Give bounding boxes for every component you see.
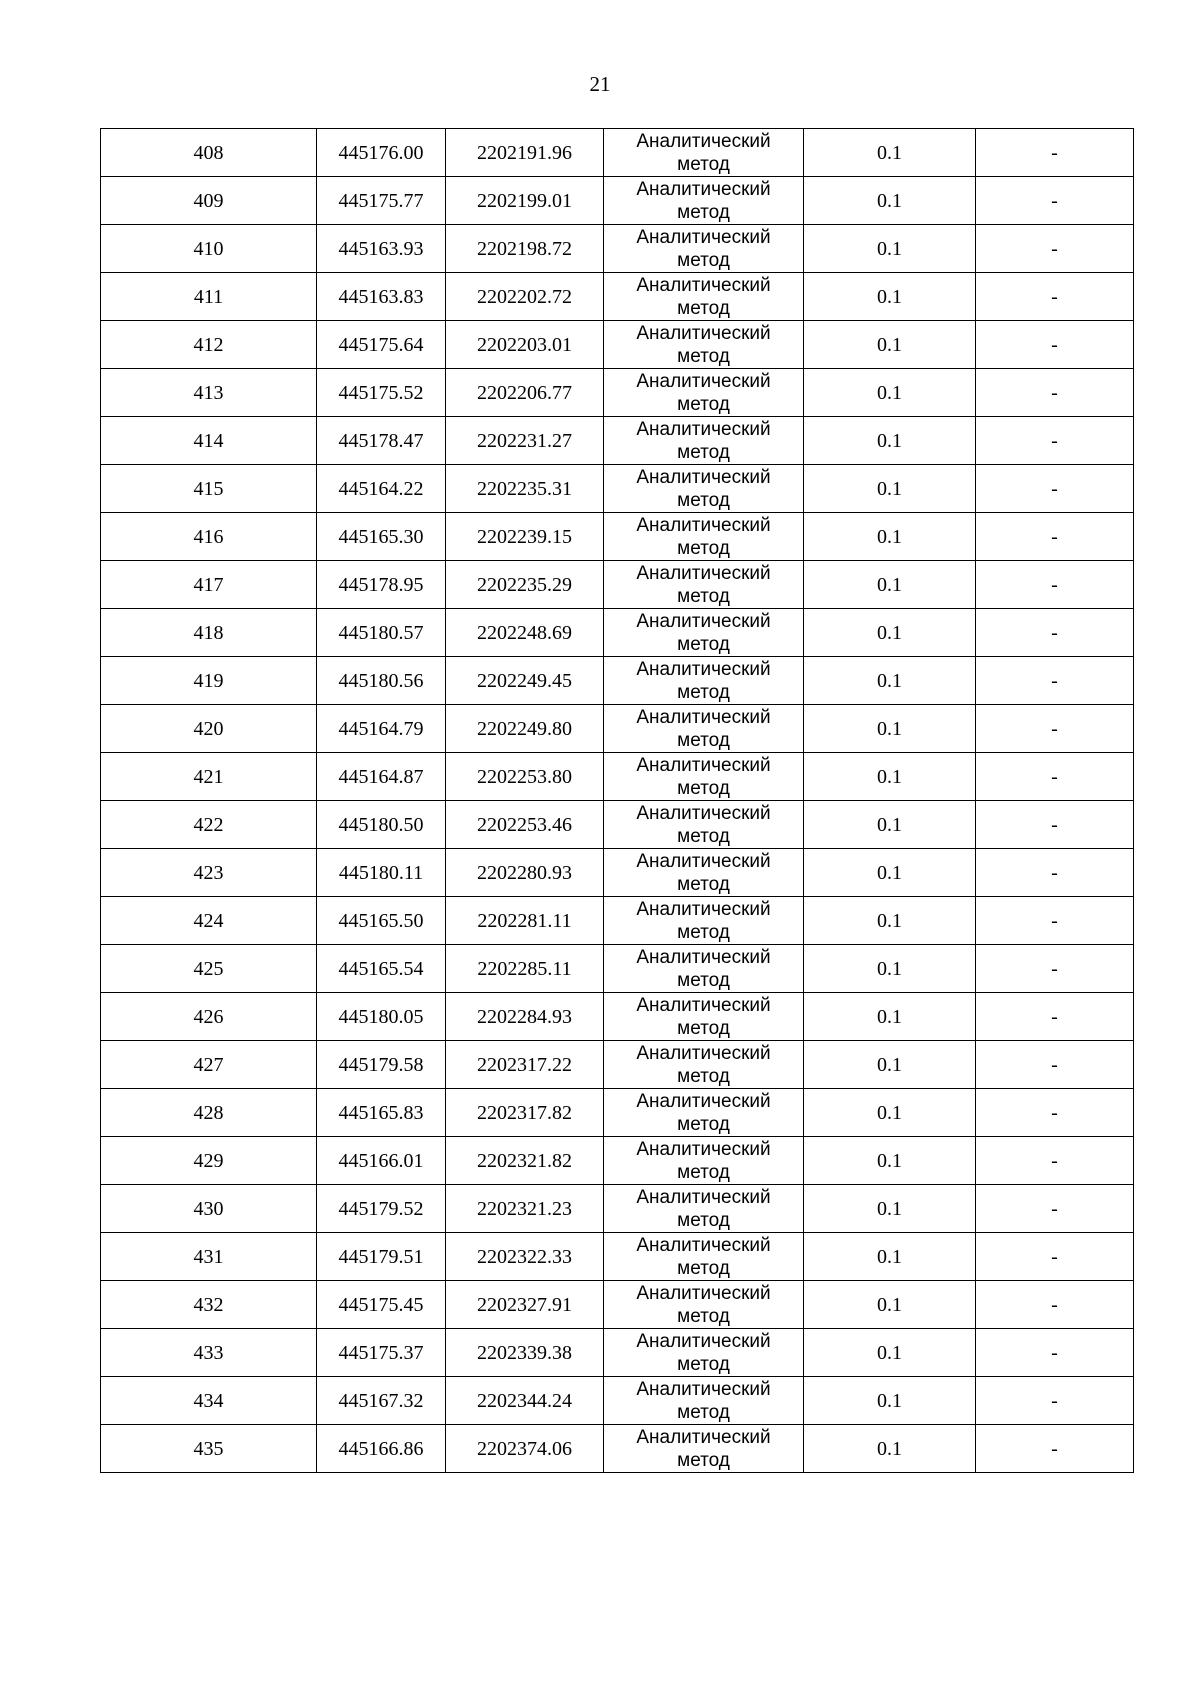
point-number-cell: 411 [101,273,317,321]
x-coordinate-cell: 445164.79 [317,705,446,753]
note-cell: - [976,1137,1134,1185]
y-coordinate-cell: 2202249.80 [446,705,604,753]
method-line-2: метод [677,345,730,367]
table-body [101,129,1134,1473]
accuracy-cell: 0.1 [804,513,976,561]
note-cell: - [976,993,1134,1041]
point-number-cell: 423 [101,849,317,897]
note-cell: - [976,1185,1134,1233]
y-coordinate-cell: 2202321.82 [446,1137,604,1185]
accuracy-cell: 0.1 [804,1233,976,1281]
y-coordinate-cell: 2202284.93 [446,993,604,1041]
note-cell: - [976,417,1134,465]
method-line-1: Аналитический [636,850,771,872]
point-number-cell: 432 [101,1281,317,1329]
point-number-cell: 414 [101,417,317,465]
point-number-cell: 433 [101,1329,317,1377]
accuracy-cell: 0.1 [804,1377,976,1425]
method-line-1: Аналитический [636,1234,771,1256]
y-coordinate-cell: 2202198.72 [446,225,604,273]
note-cell: - [976,705,1134,753]
note-cell: - [976,177,1134,225]
y-coordinate-cell: 2202202.72 [446,273,604,321]
x-coordinate-cell: 445166.86 [317,1425,446,1473]
method-line-1: Аналитический [636,898,771,920]
method-cell [604,321,804,369]
method-line-1: Аналитический [636,994,771,1016]
y-coordinate-cell: 2202280.93 [446,849,604,897]
point-number-cell: 431 [101,1233,317,1281]
method-cell [604,897,804,945]
method-line-2: метод [677,1353,730,1375]
y-coordinate-cell: 2202322.33 [446,1233,604,1281]
accuracy-cell: 0.1 [804,129,976,177]
x-coordinate-cell: 445180.57 [317,609,446,657]
method-cell [604,225,804,273]
note-cell: - [976,1233,1134,1281]
note-cell: - [976,1089,1134,1137]
x-coordinate-cell: 445180.50 [317,801,446,849]
method-line-1: Аналитический [636,130,771,152]
note-cell: - [976,753,1134,801]
point-number-cell: 415 [101,465,317,513]
y-coordinate-cell: 2202285.11 [446,945,604,993]
y-coordinate-cell: 2202206.77 [446,369,604,417]
note-cell: - [976,321,1134,369]
point-number-cell: 419 [101,657,317,705]
note-cell: - [976,273,1134,321]
note-cell: - [976,1041,1134,1089]
note-cell: - [976,945,1134,993]
accuracy-cell: 0.1 [804,801,976,849]
method-line-1: Аналитический [636,1282,771,1304]
method-line-1: Аналитический [636,754,771,776]
point-number-cell: 418 [101,609,317,657]
method-cell [604,513,804,561]
y-coordinate-cell: 2202199.01 [446,177,604,225]
point-number-cell: 422 [101,801,317,849]
y-coordinate-cell: 2202235.31 [446,465,604,513]
method-cell [604,1089,804,1137]
method-line-2: метод [677,825,730,847]
x-coordinate-cell: 445164.87 [317,753,446,801]
accuracy-cell: 0.1 [804,1329,976,1377]
point-number-cell: 412 [101,321,317,369]
point-number-cell: 416 [101,513,317,561]
note-cell: - [976,561,1134,609]
y-coordinate-cell: 2202344.24 [446,1377,604,1425]
method-line-1: Аналитический [636,1090,771,1112]
method-line-2: метод [677,633,730,655]
x-coordinate-cell: 445165.30 [317,513,446,561]
method-line-1: Аналитический [636,946,771,968]
y-coordinate-cell: 2202317.82 [446,1089,604,1137]
method-line-2: метод [677,153,730,175]
point-number-cell: 421 [101,753,317,801]
accuracy-cell: 0.1 [804,705,976,753]
method-line-1: Аналитический [636,466,771,488]
note-cell: - [976,657,1134,705]
method-line-1: Аналитический [636,1042,771,1064]
point-number-cell: 428 [101,1089,317,1137]
x-coordinate-cell: 445176.00 [317,129,446,177]
method-cell [604,705,804,753]
x-coordinate-cell: 445163.83 [317,273,446,321]
y-coordinate-cell: 2202317.22 [446,1041,604,1089]
method-line-2: метод [677,537,730,559]
accuracy-cell: 0.1 [804,1137,976,1185]
x-coordinate-cell: 445166.01 [317,1137,446,1185]
method-cell [604,129,804,177]
x-coordinate-cell: 445163.93 [317,225,446,273]
x-coordinate-cell: 445165.83 [317,1089,446,1137]
method-cell [604,1377,804,1425]
y-coordinate-cell: 2202281.11 [446,897,604,945]
x-coordinate-cell: 445178.95 [317,561,446,609]
method-line-1: Аналитический [636,1378,771,1400]
method-line-2: метод [677,1305,730,1327]
method-cell [604,273,804,321]
method-cell [604,369,804,417]
note-cell: - [976,609,1134,657]
y-coordinate-cell: 2202339.38 [446,1329,604,1377]
point-number-cell: 409 [101,177,317,225]
table-row [101,657,1134,705]
table-row [101,561,1134,609]
method-cell [604,801,804,849]
accuracy-cell: 0.1 [804,561,976,609]
method-line-1: Аналитический [636,1138,771,1160]
accuracy-cell: 0.1 [804,1041,976,1089]
method-line-2: метод [677,921,730,943]
method-cell [604,1233,804,1281]
method-cell [604,657,804,705]
table-row [101,321,1134,369]
method-line-1: Аналитический [636,418,771,440]
x-coordinate-cell: 445179.51 [317,1233,446,1281]
y-coordinate-cell: 2202327.91 [446,1281,604,1329]
accuracy-cell: 0.1 [804,465,976,513]
method-line-2: метод [677,777,730,799]
method-line-1: Аналитический [636,1426,771,1448]
x-coordinate-cell: 445180.11 [317,849,446,897]
x-coordinate-cell: 445175.77 [317,177,446,225]
method-line-2: метод [677,489,730,511]
method-cell [604,849,804,897]
accuracy-cell: 0.1 [804,849,976,897]
note-cell: - [976,225,1134,273]
x-coordinate-cell: 445165.50 [317,897,446,945]
table-row [101,225,1134,273]
method-line-2: метод [677,1065,730,1087]
method-cell [604,993,804,1041]
method-line-1: Аналитический [636,514,771,536]
table-row [101,897,1134,945]
method-line-2: метод [677,969,730,991]
method-cell [604,1329,804,1377]
x-coordinate-cell: 445179.52 [317,1185,446,1233]
note-cell: - [976,1425,1134,1473]
point-number-cell: 434 [101,1377,317,1425]
note-cell: - [976,849,1134,897]
method-cell [604,417,804,465]
note-cell: - [976,513,1134,561]
accuracy-cell: 0.1 [804,753,976,801]
accuracy-cell: 0.1 [804,1281,976,1329]
point-number-cell: 424 [101,897,317,945]
table-row [101,465,1134,513]
table-row [101,1329,1134,1377]
table-row [101,273,1134,321]
note-cell: - [976,1377,1134,1425]
y-coordinate-cell: 2202253.46 [446,801,604,849]
x-coordinate-cell: 445179.58 [317,1041,446,1089]
method-cell [604,609,804,657]
x-coordinate-cell: 445167.32 [317,1377,446,1425]
method-line-2: метод [677,1401,730,1423]
accuracy-cell: 0.1 [804,1089,976,1137]
accuracy-cell: 0.1 [804,321,976,369]
method-line-1: Аналитический [636,562,771,584]
note-cell: - [976,465,1134,513]
method-cell [604,1137,804,1185]
page-number: 21 [589,72,611,96]
note-cell: - [976,897,1134,945]
table-row [101,513,1134,561]
x-coordinate-cell: 445178.47 [317,417,446,465]
note-cell: - [976,129,1134,177]
method-line-2: метод [677,1257,730,1279]
accuracy-cell: 0.1 [804,897,976,945]
method-line-1: Аналитический [636,322,771,344]
table-row [101,753,1134,801]
x-coordinate-cell: 445180.05 [317,993,446,1041]
coordinates-table [100,128,1134,1473]
x-coordinate-cell: 445175.45 [317,1281,446,1329]
x-coordinate-cell: 445175.52 [317,369,446,417]
point-number-cell: 417 [101,561,317,609]
y-coordinate-cell: 2202374.06 [446,1425,604,1473]
note-cell: - [976,801,1134,849]
table-row [101,705,1134,753]
y-coordinate-cell: 2202191.96 [446,129,604,177]
accuracy-cell: 0.1 [804,993,976,1041]
method-cell [604,1041,804,1089]
table-row [101,993,1134,1041]
table-row [101,945,1134,993]
method-line-2: метод [677,393,730,415]
point-number-cell: 429 [101,1137,317,1185]
x-coordinate-cell: 445175.37 [317,1329,446,1377]
method-line-1: Аналитический [636,226,771,248]
note-cell: - [976,369,1134,417]
accuracy-cell: 0.1 [804,273,976,321]
method-cell [604,1185,804,1233]
method-line-2: метод [677,1113,730,1135]
table-row [101,1185,1134,1233]
method-line-2: метод [677,1449,730,1471]
accuracy-cell: 0.1 [804,1425,976,1473]
method-line-2: метод [677,297,730,319]
point-number-cell: 408 [101,129,317,177]
method-line-1: Аналитический [636,1186,771,1208]
y-coordinate-cell: 2202235.29 [446,561,604,609]
table-row [101,1281,1134,1329]
x-coordinate-cell: 445165.54 [317,945,446,993]
method-line-2: метод [677,201,730,223]
note-cell: - [976,1281,1134,1329]
method-line-1: Аналитический [636,178,771,200]
table-row [101,1425,1134,1473]
y-coordinate-cell: 2202248.69 [446,609,604,657]
point-number-cell: 413 [101,369,317,417]
y-coordinate-cell: 2202249.45 [446,657,604,705]
method-cell [604,465,804,513]
method-line-2: метод [677,585,730,607]
point-number-cell: 410 [101,225,317,273]
table-row [101,609,1134,657]
accuracy-cell: 0.1 [804,1185,976,1233]
method-cell [604,945,804,993]
note-cell: - [976,1329,1134,1377]
method-line-1: Аналитический [636,274,771,296]
table-row [101,1377,1134,1425]
method-line-1: Аналитический [636,610,771,632]
method-cell [604,1281,804,1329]
accuracy-cell: 0.1 [804,657,976,705]
point-number-cell: 435 [101,1425,317,1473]
x-coordinate-cell: 445180.56 [317,657,446,705]
accuracy-cell: 0.1 [804,945,976,993]
table-row [101,369,1134,417]
method-line-2: метод [677,681,730,703]
y-coordinate-cell: 2202231.27 [446,417,604,465]
method-cell [604,177,804,225]
accuracy-cell: 0.1 [804,177,976,225]
x-coordinate-cell: 445175.64 [317,321,446,369]
method-line-2: метод [677,873,730,895]
method-cell [604,561,804,609]
accuracy-cell: 0.1 [804,417,976,465]
method-line-2: метод [677,1017,730,1039]
method-line-2: метод [677,729,730,751]
method-line-1: Аналитический [636,370,771,392]
method-line-2: метод [677,441,730,463]
table-row [101,849,1134,897]
method-line-1: Аналитический [636,802,771,824]
point-number-cell: 420 [101,705,317,753]
method-line-1: Аналитический [636,706,771,728]
method-line-2: метод [677,1161,730,1183]
method-line-1: Аналитический [636,1330,771,1352]
accuracy-cell: 0.1 [804,369,976,417]
table-row [101,801,1134,849]
table-row [101,1137,1134,1185]
point-number-cell: 425 [101,945,317,993]
point-number-cell: 427 [101,1041,317,1089]
method-line-1: Аналитический [636,658,771,680]
method-line-2: метод [677,249,730,271]
y-coordinate-cell: 2202253.80 [446,753,604,801]
y-coordinate-cell: 2202203.01 [446,321,604,369]
accuracy-cell: 0.1 [804,225,976,273]
table-row [101,129,1134,177]
point-number-cell: 426 [101,993,317,1041]
method-cell [604,1425,804,1473]
table-row [101,1089,1134,1137]
y-coordinate-cell: 2202321.23 [446,1185,604,1233]
table-row [101,1041,1134,1089]
table-row [101,177,1134,225]
method-cell [604,753,804,801]
x-coordinate-cell: 445164.22 [317,465,446,513]
table-row [101,1233,1134,1281]
point-number-cell: 430 [101,1185,317,1233]
y-coordinate-cell: 2202239.15 [446,513,604,561]
table-row [101,417,1134,465]
method-line-2: метод [677,1209,730,1231]
accuracy-cell: 0.1 [804,609,976,657]
